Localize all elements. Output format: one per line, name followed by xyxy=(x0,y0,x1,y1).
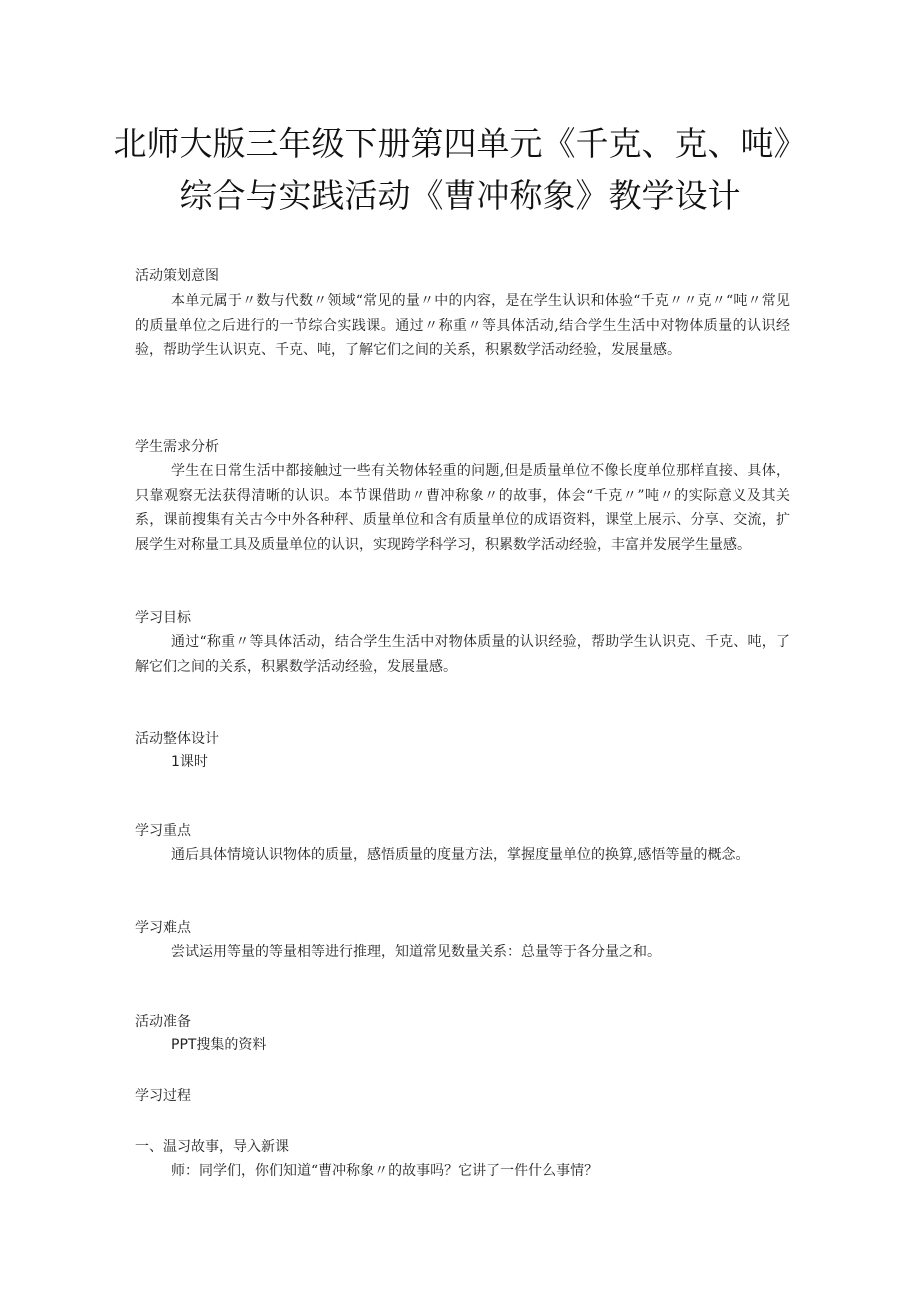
heading-preparation: 活动准备 xyxy=(135,1014,191,1030)
document-title-line-2: 综合与实践活动《曹冲称象》教学设计 xyxy=(179,176,741,215)
text-preparation: PPT搜集的资料 xyxy=(171,1037,267,1053)
heading-learning-process: 学习过程 xyxy=(135,1088,191,1104)
heading-difficulties: 学习难点 xyxy=(135,920,191,936)
paragraph-activity-intent: 本单元属于〃数与代数〃领域“常见的量〃中的内容，是在学生认识和体验“千克〃〃克〃“吨〃常见的质量单位之后进行的一节综合实践课。通过〃称重〃等具体活动,结合学生生活中对物体质量的认识经验，帮助学生认识克、千克、吨，了解它们之间的关系，积累数学活动经验，发展量感。 xyxy=(135,293,790,359)
heading-student-needs: 学生需求分析 xyxy=(135,439,219,455)
text-class-hours: 1课时 xyxy=(171,754,208,770)
paragraph-learning-goals: 通过“称重〃等具体活动，结合学生生活中对物体质量的认识经验，帮助学生认识克、千克、吨，了解它们之间的关系，积累数学活动经验，发展量感。 xyxy=(135,634,790,675)
paragraph-difficulties: 尝试运用等量的等量相等进行推理，知道常见数量关系：总量等于各分量之和。 xyxy=(171,944,661,960)
heading-overall-design: 活动整体设计 xyxy=(135,731,219,747)
heading-key-points: 学习重点 xyxy=(135,823,191,839)
paragraph-student-needs: 学生在日常生活中都接触过一些有关物体轻重的问题,但是质量单位不像长度单位那样直接、具体，只靠观察无法获得清晰的认识。本节课借助〃曹冲称象〃的故事，体会“千克〃”吨〃的实际意义及其关系，课前搜集有关古今中外各种秤、质量单位和含有质量单位的成语资料，课堂上展示、分享、交流，扩展学生对称量工具及质量单位的认识，实现跨学科学习，积累数学活动经验，丰富并发展学生量感。 xyxy=(135,463,790,553)
heading-step-1: 一、温习故事，导入新课 xyxy=(135,1139,289,1155)
heading-activity-intent: 活动策划意图 xyxy=(135,268,219,284)
paragraph-key-points: 通后具体情境认识物体的质量，感悟质量的度量方法，掌握度量单位的换算,感悟等量的概念。 xyxy=(171,847,750,863)
paragraph-step-1: 师：同学们，你们知道“曹冲称象〃的故事吗？它讲了一件什么事情？ xyxy=(171,1163,599,1179)
heading-learning-goals: 学习目标 xyxy=(135,610,191,626)
document-title-line-1: 北师大版三年级下册第四单元《千克、克、吨》 xyxy=(113,124,807,163)
